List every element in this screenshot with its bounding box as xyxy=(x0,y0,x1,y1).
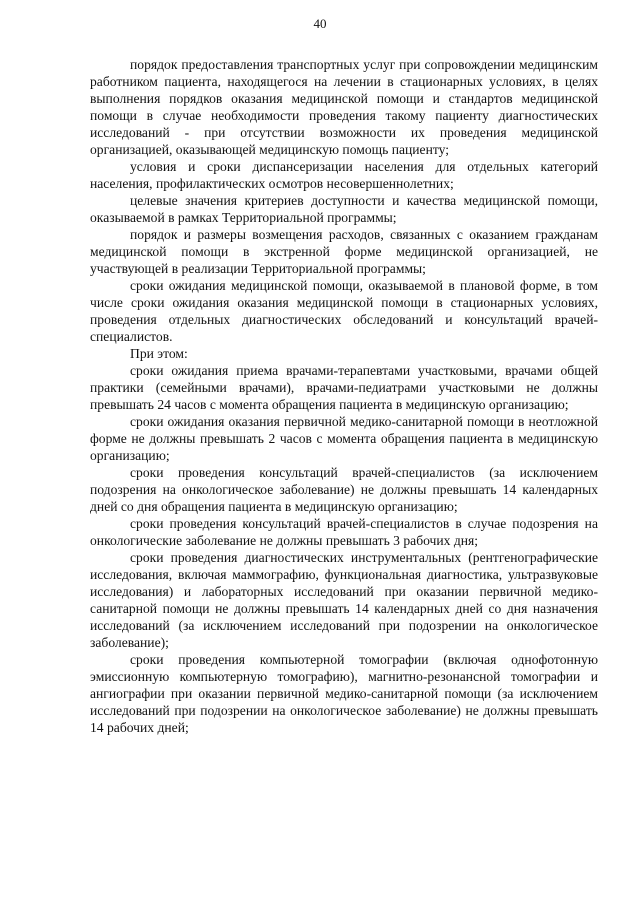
paragraph-specialist-consult: сроки проведения консультаций врачей-специалистов (за исключением подозрения на онкологическое заболевание) не должны превышать 14 календарных дней со дня обращения пациента в медицинскую организацию; xyxy=(90,465,598,514)
paragraph-diagnostic-tests: сроки проведения диагностических инструментальных (рентгенографические исследования, включая маммографию, функциональная диагностика, ультразвуковые исследования) и лабораторных исследований при оказании первичной медико-санитарной помощи не должны превышать 14 календарных дней со дня назначения исследований (за исключением исследований при подозрении на онкологическое заболевание); xyxy=(90,550,598,650)
paragraph-dispensary-terms: условия и сроки диспансеризации населения для отдельных категорий населения, профилактических осмотров несовершеннолетних; xyxy=(90,159,598,191)
paragraph-urgent-care-wait: сроки ожидания оказания первичной медико-санитарной помощи в неотложной форме не должны превышать 2 часов с момента обращения пациента в медицинскую организацию; xyxy=(90,414,598,463)
paragraph-transport-services: порядок предоставления транспортных услуг при сопровождении медицинским работником пациента, находящегося на лечении в стационарных условиях, в целях выполнения порядков оказания медицинской помощи и стандартов медицинской помощи в случае необходимости проведения такому пациенту диагностических исследований - при отсутствии возможности их проведения медицинской организацией, оказывающей медицинскую помощь пациенту; xyxy=(90,57,598,157)
paragraph-expense-reimbursement: порядок и размеры возмещения расходов, связанных с оказанием гражданам медицинской помощи в экстренной форме медицинской организацией, не участвующей в реализации Территориальной программы; xyxy=(90,227,598,276)
paragraph-ct-mri: сроки проведения компьютерной томографии (включая однофотонную эмиссионную компьютерную томографию), магнитно-резонансной томографии и ангиографии при оказании первичной медико-санитарной помощи (за исключением исследований при подозрении на онкологическое заболевание) не должны превышать 14 рабочих дней; xyxy=(90,652,598,735)
document-body xyxy=(90,56,598,736)
paragraph-in-this-case: При этом: xyxy=(130,346,188,361)
paragraph-target-criteria: целевые значения критериев доступности и качества медицинской помощи, оказываемой в рамках Территориальной программы; xyxy=(90,193,598,225)
paragraph-oncology-consult: сроки проведения консультаций врачей-специалистов в случае подозрения на онкологические заболевание не должны превышать 3 рабочих дня; xyxy=(90,516,598,548)
paragraph-waiting-times: сроки ожидания медицинской помощи, оказываемой в плановой форме, в том числе сроки ожидания оказания медицинской помощи в стационарных условиях, проведения отдельных диагностических обследований и консультаций врачей-специалистов. xyxy=(90,278,598,344)
page-number: 40 xyxy=(313,16,327,31)
paragraph-therapist-wait: сроки ожидания приема врачами-терапевтами участковыми, врачами общей практики (семейными врачами), врачами-педиатрами участковыми не должны превышать 24 часов с момента обращения пациента в медицинскую организацию; xyxy=(90,363,598,412)
